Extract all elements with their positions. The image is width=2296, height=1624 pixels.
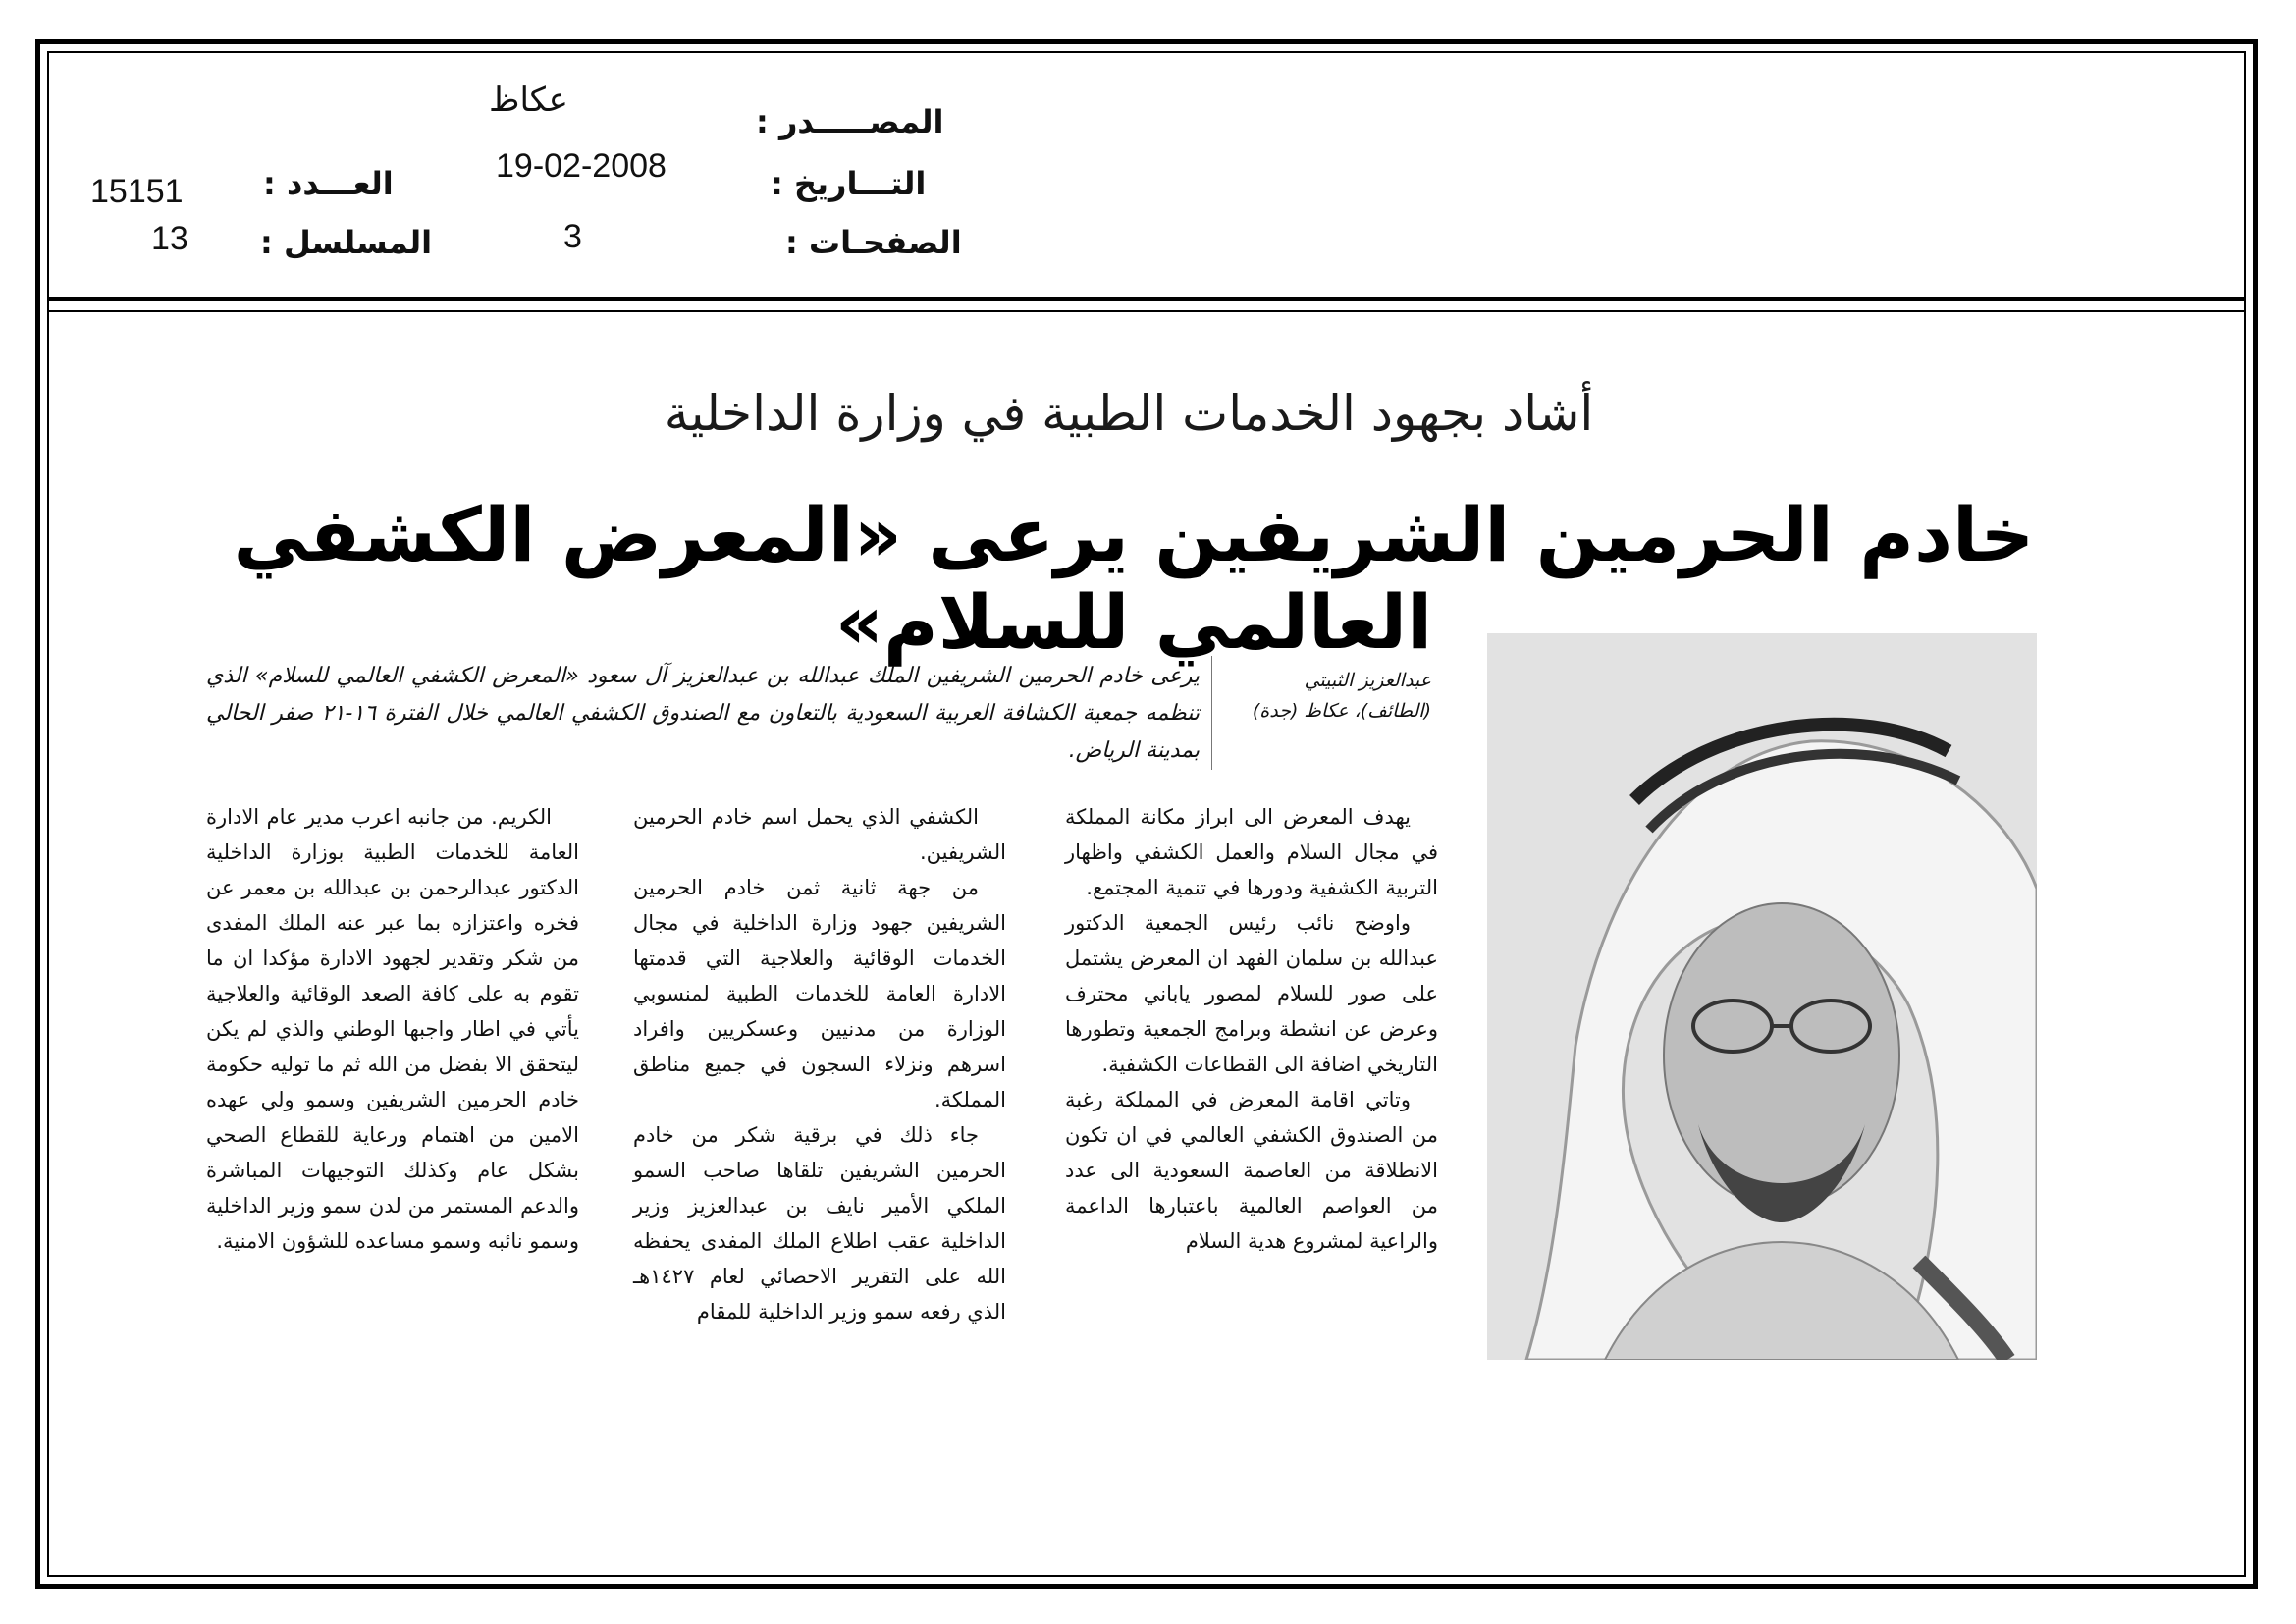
paragraph: واوضح نائب رئيس الجمعية الدكتور عبدالله بن سلمان الفهد ان المعرض يشتمل على صور للسلام لمصور ياباني محترف وعرض عن انشطة وبرامج الجمعية وتطورها التاريخي اضافة الى القطاعات الكشفية. [1065,911,1438,1076]
date-value: 19-02-2008 [496,147,667,185]
serial-value: 13 [151,220,188,257]
paragraph: وتاتي اقامة المعرض في المملكة رغبة من الصندوق الكشفي العالمي في ان تكون الانطلاقة من العاصمة السعودية الى عدد من العواصم العالمية باعتبارها الداعمة والراعية لمشروع هدية السلام [1065,1088,1438,1253]
article-headline: خادم الحرمين الشريفين يرعى «المعرض الكشفي العالمي للسلام» [233,491,2035,666]
source-label: المصـــــدر : [756,103,944,140]
date-label: التـــاريخ : [771,165,927,202]
article-column-3 [206,799,579,1259]
source-value: عكاظ [489,81,568,119]
header-divider [47,297,2246,301]
paragraph: الكشفي الذي يحمل اسم خادم الحرمين الشريفين. [633,805,1006,864]
paragraph: الكريم. من جانبه اعرب مدير عام الادارة العامة للخدمات الطبية بوزارة الداخلية الدكتور عبدالرحمن بن عبدالله بن معمر عن فخره واعتزازه بما عبر عنه الملك المفدى من شكر وتقدير لجهود الادارة مؤكدا ان ما تقوم به على كافة الصعد الوقائية والعلاجية يأتي في اطار واجبها الوطني والذي لم يكن ليتحقق الا بفضل من الله ثم ما توليه حكومة خادم الحرمين الشريفين وسمو ولي عهده الامين من اهتمام ورعاية للقطاع الصحي بشكل عام وكذلك التوجيهات المباشرة والدعم المستمر من لدن سمو وزير الداخلية وسمو نائبه وسمو مساعده للشؤون الامنية. [206,805,579,1253]
article-kicker: أشاد بجهود الخدمات الطبية في وزارة الداخلية [664,385,1594,442]
portrait-illustration [1487,633,2037,1360]
header-divider-thin [47,310,2246,312]
paragraph: جاء ذلك في برقية شكر من خادم الحرمين الشريفين تلقاها صاحب السمو الملكي الأمير نايف بن عبدالعزيز وزير الداخلية عقب اطلاع الملك المفدى يحفظه الله على التقرير الاحصائي لعام ١٤٢٧هـ الذي رفعه سمو وزير الداخلية للمقام [633,1123,1006,1324]
byline-author: عبدالعزيز الثبيتي [1304,670,1431,691]
issue-value: 15151 [90,173,184,210]
byline-divider [1211,656,1212,770]
byline-location: (الطائف)، عكاظ (جدة) [1252,700,1431,722]
byline [1215,666,1431,727]
pages-label: الصفحـات : [785,224,962,261]
article-column-1 [1065,799,1438,1259]
pages-value: 3 [563,218,582,255]
serial-label: المسلسل : [260,224,433,261]
article-intro: يرعى خادم الحرمين الشريفين الملك عبدالله بن عبدالعزيز آل سعود «المعرض الكشفي العالمي للسلام» الذي تنظمه جمعية الكشافة العربية السعودية بالتعاون مع الصندوق الكشفي العالمي خلال الفترة ١٦-٢١ صفر الحالي بمدينة الرياض. [206,664,1200,763]
paragraph: يهدف المعرض الى ابراز مكانة المملكة في مجال السلام والعمل الكشفي واظهار التربية الكشفية ودورها في تنمية المجتمع. [1065,805,1438,899]
issue-label: العـــدد : [263,165,394,202]
paragraph: من جهة ثانية ثمن خادم الحرمين الشريفين جهود وزارة الداخلية في مجال الخدمات الوقائية والعلاجية التي قدمتها الادارة العامة للخدمات الطبية لمنسوبي الوزارة من مدنيين وعسكريين وافراد اسرهم ونزلاء السجون في جميع مناطق المملكة. [633,876,1006,1111]
portrait-photo [1487,633,2037,1360]
article-column-2 [633,799,1006,1329]
